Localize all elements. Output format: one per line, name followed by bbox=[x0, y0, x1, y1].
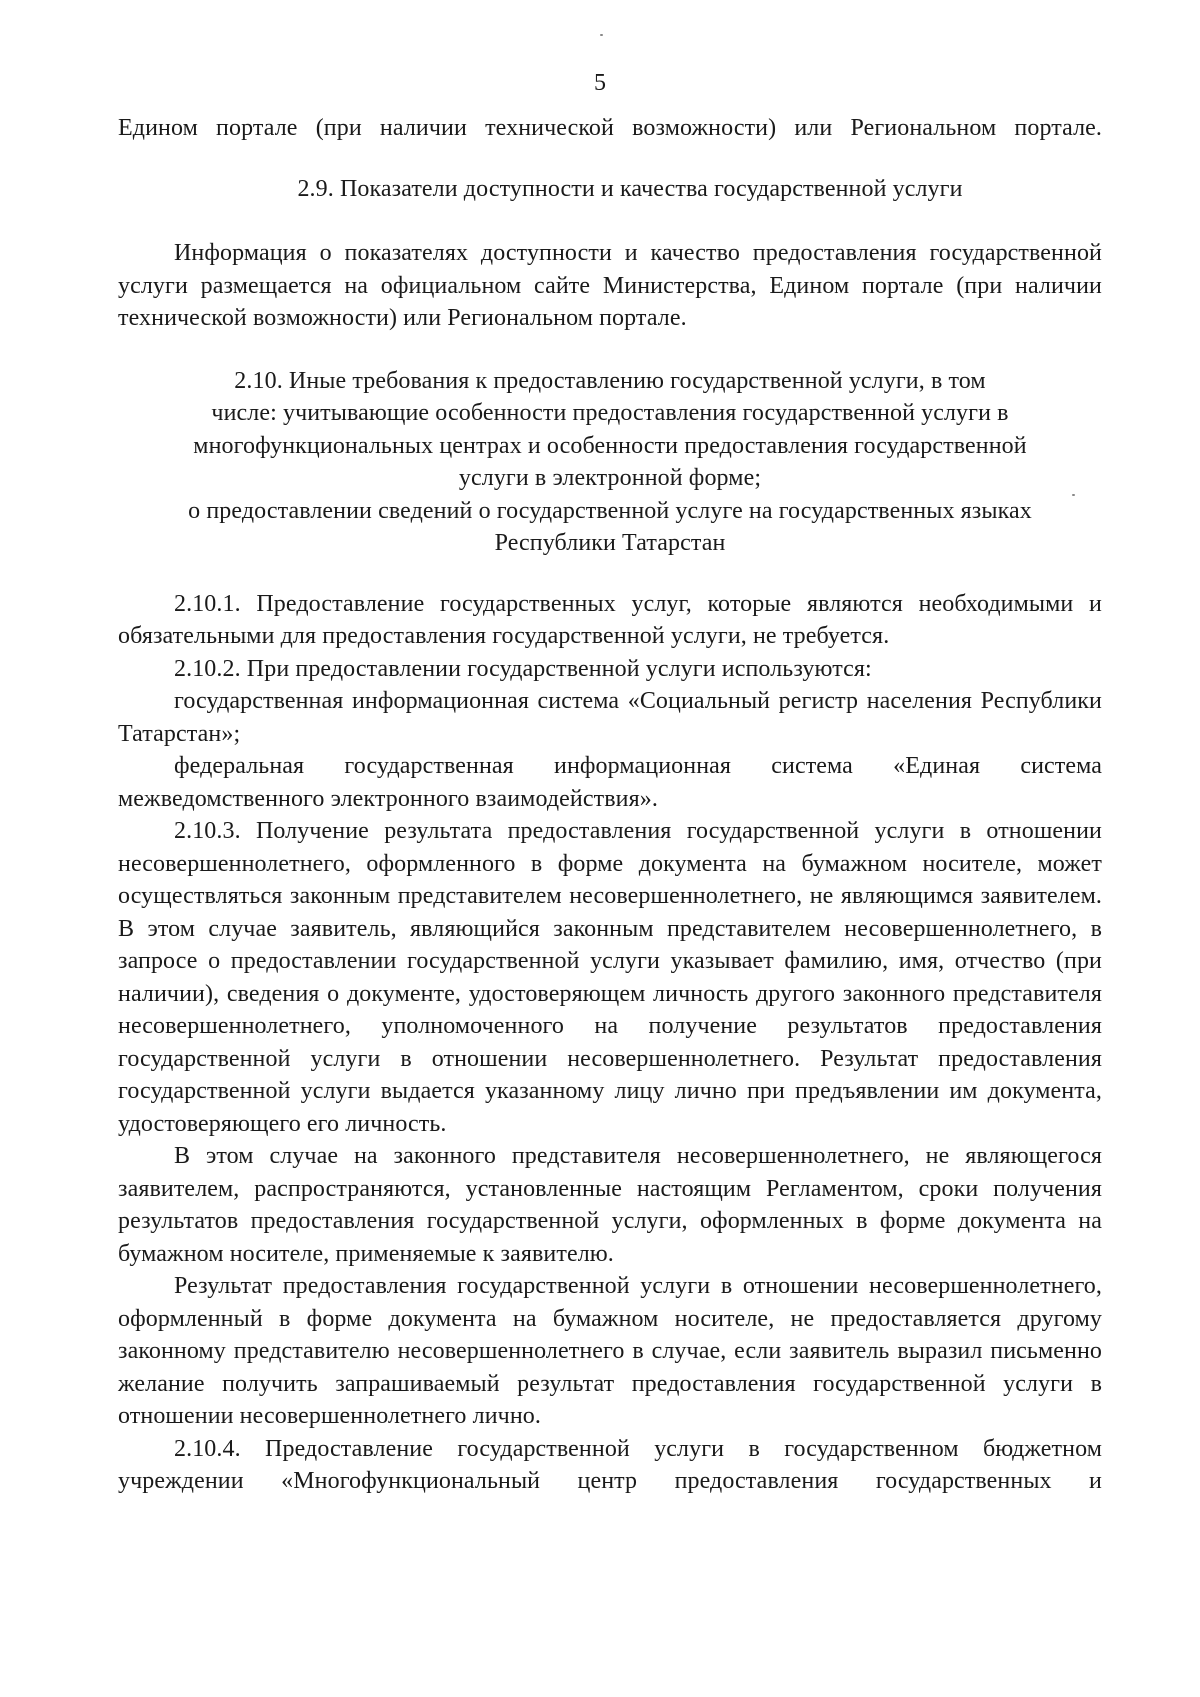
paragraph-system-social-register: государственная информационная система «Социальный регистр населения Республики Татарстан»; bbox=[118, 688, 1102, 747]
paragraph-system-smev: федеральная государственная информационная система «Единая система межведомственного электронного взаимодействия». bbox=[118, 753, 1102, 812]
scan-speck bbox=[600, 34, 603, 36]
paragraph-2-9-text: Информация о показателях доступности и качество предоставления государственной услуги размещается на официальном сайте Министерства, Едином портале (при наличии технической возможности) или Региональном портале. bbox=[118, 240, 1102, 331]
heading-line: Республики Татарстан bbox=[494, 530, 726, 556]
heading-line: услуги в электронной форме; bbox=[458, 465, 762, 491]
paragraph-result: Результат предоставления государственной услуги в отношении несовершеннолетнего, оформленный в форме документа на бумажном носителе, не предоставляется другому законному представителю несовершеннолетнего в случае, если заявитель выразил письменно желание получить запрашиваемый результат предоставления государственной услуги в отношении несовершеннолетнего лично. bbox=[118, 1273, 1102, 1429]
paragraph-2-10-3: 2.10.3. Получение результата предоставления государственной услуги в отношении несовершеннолетнего, оформленного в форме документа на бумажном носителе, может осуществляться законным представителем несовершеннолетнего, не являющимся заявителем. В этом случае заявитель, являющийся законным представителем несовершеннолетнего, в запросе о предоставлении государственной услуги указывает фамилию, имя, отчество (при наличии), сведения о документе, удостоверяющем личность другого законного представителя несовершеннолетнего, уполномоченного на получение результатов предоставления государственной услуги в отношении несовершеннолетнего. Результат предоставления государственной услуги выдается указанному лицу лично при предъявлении им документа, удостоверяющего его личность. bbox=[118, 818, 1102, 1137]
heading-line: многофункциональных центрах и особенности предоставления государственной bbox=[193, 432, 1027, 459]
document-body bbox=[118, 112, 1102, 1498]
section-heading-2-10 bbox=[118, 365, 1102, 560]
heading-line: числе: учитывающие особенности предоставления государственной услуги в bbox=[211, 400, 1009, 426]
heading-line: 2.10. Иные требования к предоставлению государственной услуги, в том bbox=[234, 367, 986, 394]
page-number: 5 bbox=[594, 70, 606, 96]
paragraph-2-10-4: 2.10.4. Предоставление государственной услуги в государственном бюджетном учреждении «Многофункциональный центр предоставления государственных и bbox=[118, 1435, 1102, 1494]
heading-line: о предоставлении сведений о государственной услуге на государственных языках bbox=[188, 497, 1032, 524]
section-heading-2-9: 2.9. Показатели доступности и качества государственной услуги bbox=[297, 175, 963, 202]
continuation-paragraph: Едином портале (при наличии технической возможности) или Региональном портале. bbox=[118, 115, 1102, 141]
paragraph-2-10-1: 2.10.1. Предоставление государственных услуг, которые являются необходимыми и обязательными для предоставления государственной услуги, не требуется. bbox=[118, 590, 1102, 649]
paragraph-in-this-case: В этом случае на законного представителя несовершеннолетнего, не являющегося заявителем, распространяются, установленные настоящим Регламентом, сроки получения результатов предоставления государственной услуги, оформленных в форме документа на бумажном носителе, применяемые к заявителю. bbox=[118, 1143, 1102, 1267]
paragraph-2-10-2: 2.10.2. При предоставлении государственной услуги используются: bbox=[174, 655, 872, 682]
scan-speck bbox=[1072, 494, 1075, 496]
